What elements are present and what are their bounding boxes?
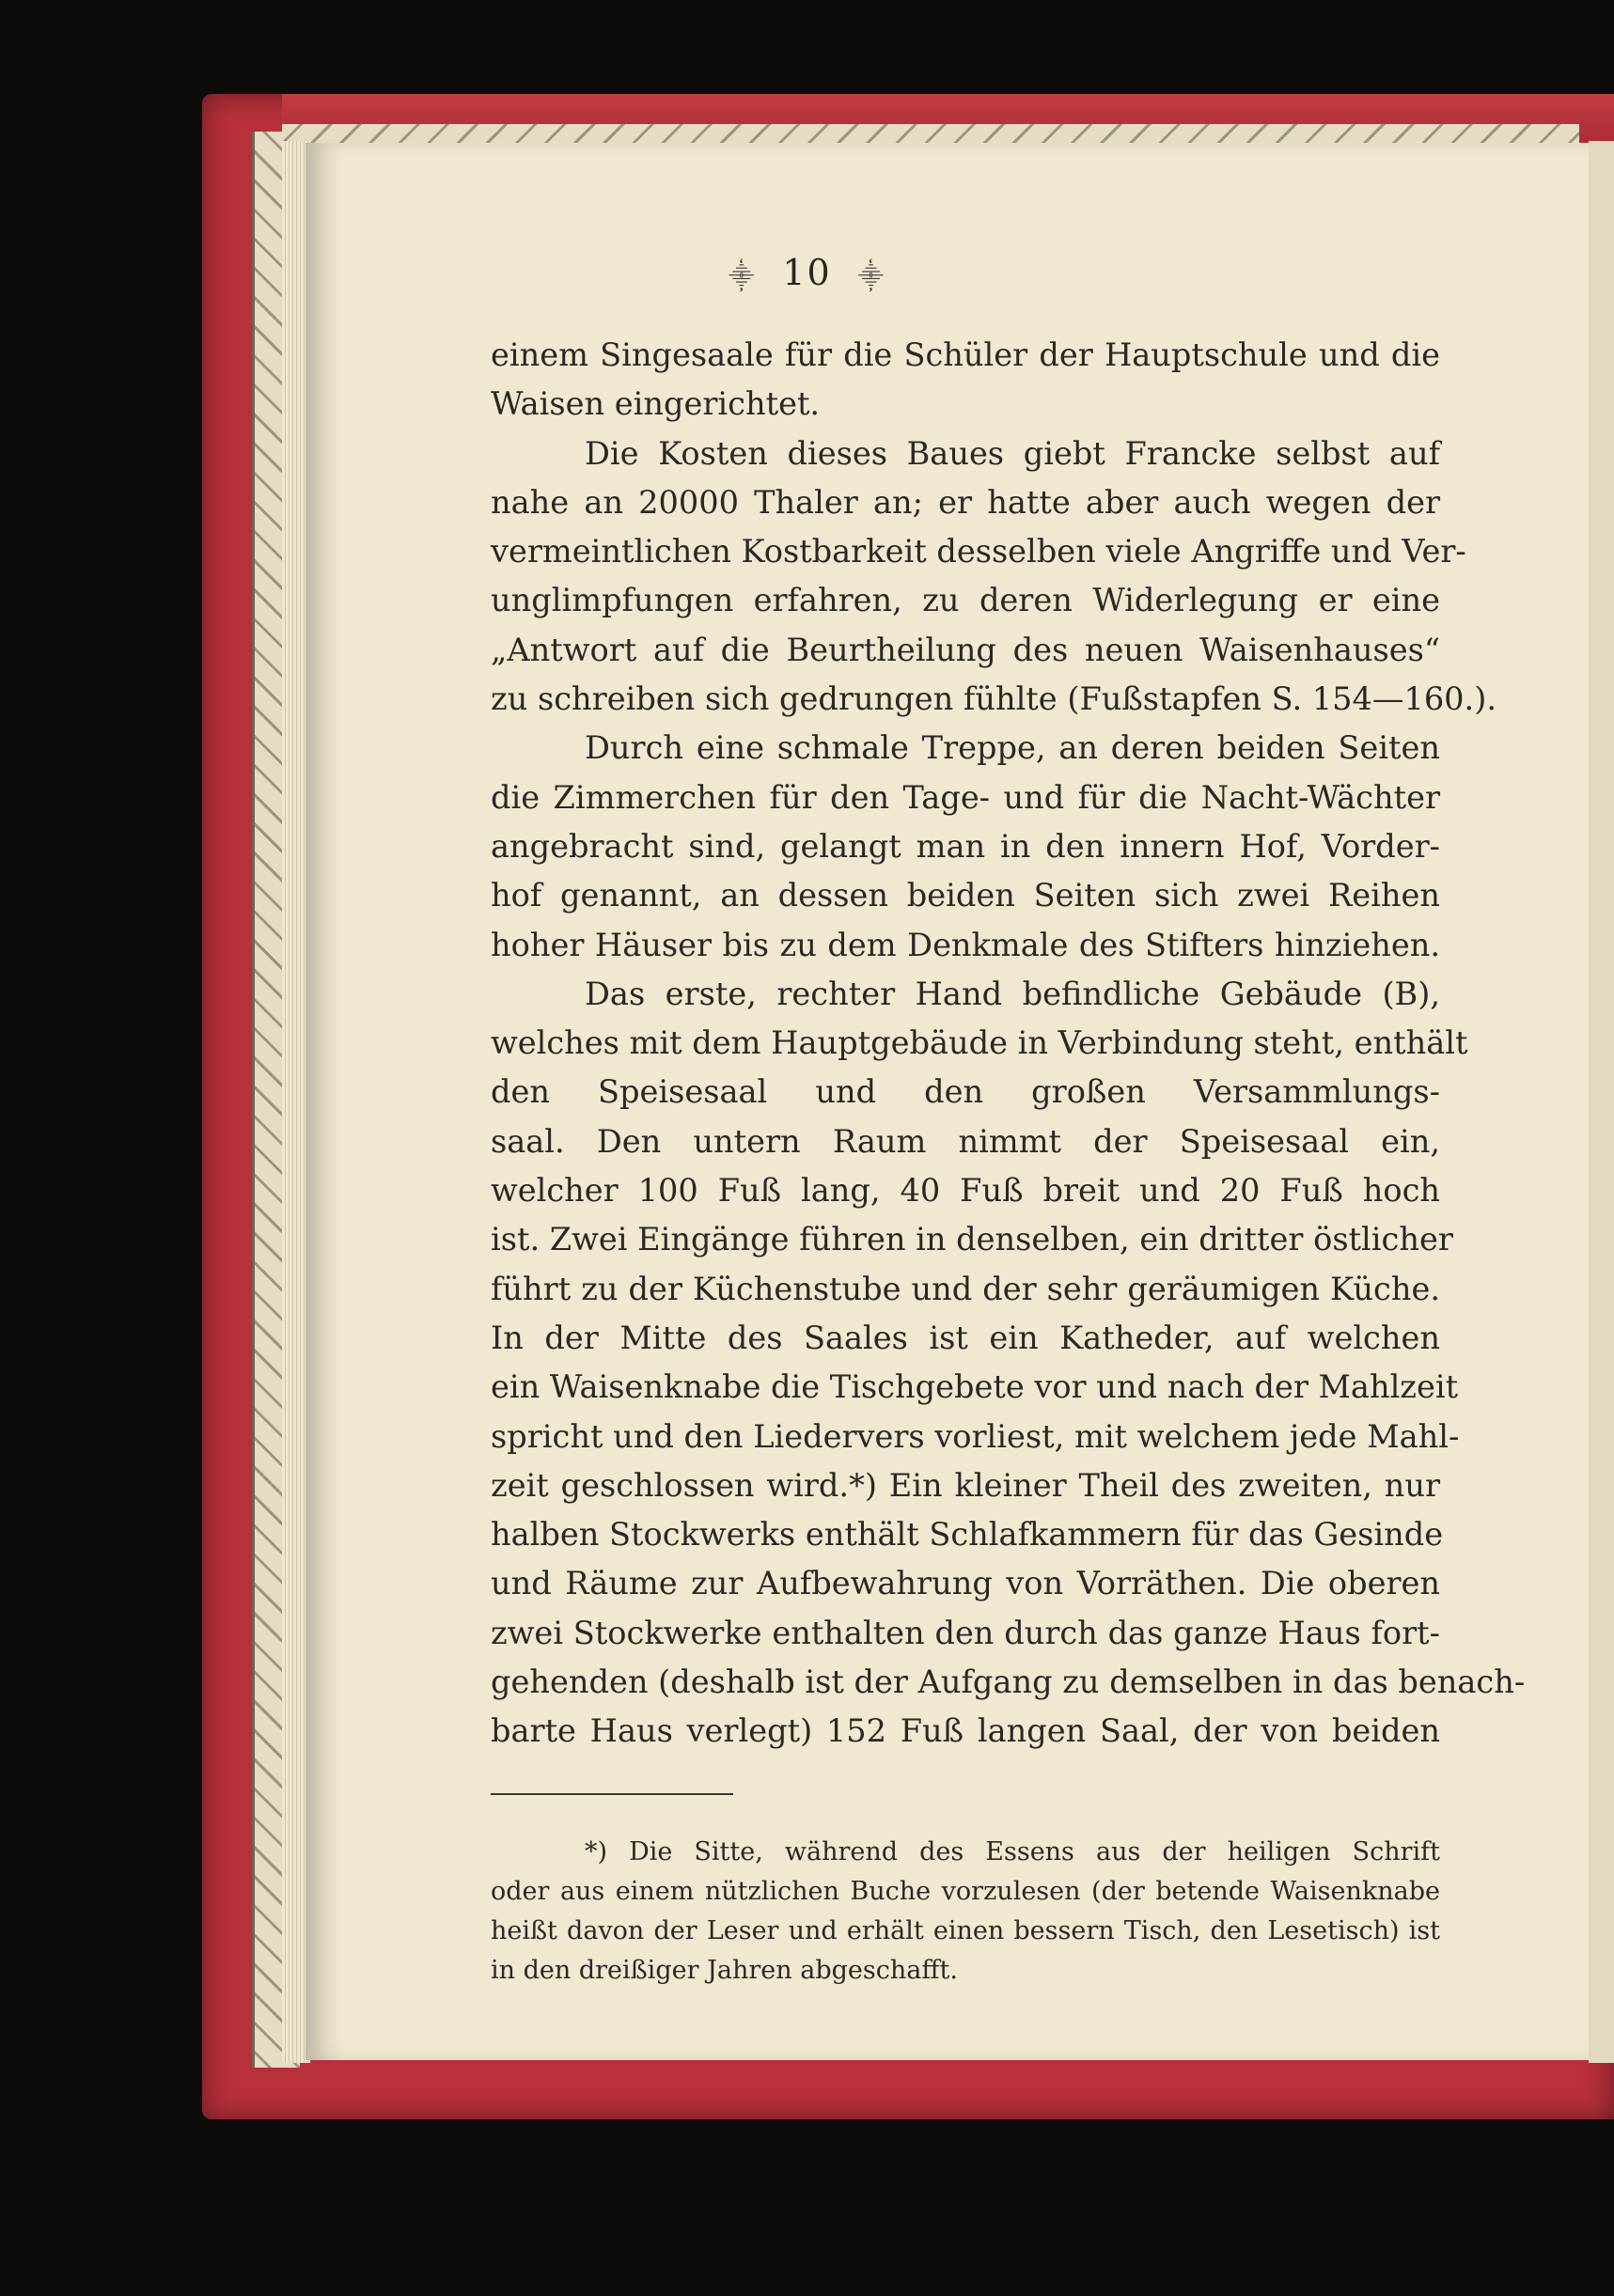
text-line: unglimpfungen erfahren, zu deren Widerlegung er eine [491,582,1440,619]
next-page-edge [1589,141,1614,2063]
text-line: spricht und den Liedervers vorliest, mit welchem jede Mahl- [491,1417,1460,1455]
text-line: die Zimmerchen für den Tage- und für die Nacht-Wächter [491,778,1440,816]
text-line: nahe an 20000 Thaler an; er hatte aber auch wegen der [491,483,1440,521]
text-line: Die Kosten dieses Baues giebt Francke selbst auf [585,434,1440,472]
footnote [491,1833,1440,1991]
text-line: welches mit dem Hauptgebäude in Verbindung steht, enthält [491,1024,1468,1062]
ornament-left-icon: ⸎ [729,263,757,291]
text-line: führt zu der Küchenstube und der sehr geräumigen Küche. [491,1270,1440,1307]
text-line: In der Mitte des Saales ist ein Katheder, auf welchen [491,1319,1440,1356]
text-line: welcher 100 Fuß lang, 40 Fuß breit und 20 Fuß hoch [491,1172,1440,1210]
text-line: Waisen eingerichtet. [491,385,821,423]
footnote-line: in den dreißiger Jahren abgeschafft. [491,1956,958,1985]
text-line: und Räume zur Aufbewahrung von Vorräthen. Die oberen [491,1565,1440,1602]
text-line: zwei Stockwerke enthalten den durch das ganze Haus fort- [491,1614,1440,1651]
footnote-line: heißt davon der Leser und erhält einen bessern Tisch, den Lesetisch) ist [491,1916,1440,1945]
text-line: Das erste, rechter Hand befindliche Gebäude (B), [585,975,1440,1012]
body-text [491,331,1526,1757]
text-line: barte Haus verlegt) 152 Fuß langen Saal, der von beiden [491,1712,1440,1750]
page-header [0,252,1614,293]
page-number: 10 [782,252,832,293]
text-line: vermeintlichen Kostbarkeit desselben viele Angriffe und Ver- [491,533,1466,570]
ornament-right-icon: ⸎ [857,263,885,291]
text-line: halben Stockwerks enthält Schlafkammern für das Gesinde [491,1516,1444,1554]
text-line: den Speisesaal und den großen Versammlungs- [491,1073,1440,1111]
text-line: angebracht sind, gelangt man in den innern Hof, Vorder- [491,827,1440,865]
text-line: ein Waisenknabe die Tischgebete vor und nach der Mahlzeit [491,1368,1459,1406]
footnote-line: oder aus einem nützlichen Buche vorzulesen (der betende Waisenknabe [491,1877,1440,1906]
text-line: einem Singesaale für die Schüler der Hauptschule und die [491,336,1440,373]
footnote-divider [491,1793,733,1795]
text-line: gehenden (deshalb ist der Aufgang zu demselben in das benach- [491,1663,1526,1701]
text-line: ist. Zwei Eingänge führen in denselben, ein dritter östlicher [491,1221,1453,1258]
gutter-shadow [306,143,343,2060]
text-line: Durch eine schmale Treppe, an deren beiden Seiten [585,729,1440,767]
text-line: hof genannt, an dessen beiden Seiten sich zwei Reihen [491,877,1440,914]
footnote-line: *) Die Sitte, während des Essens aus der heiligen Schrift [585,1837,1440,1866]
text-line: hoher Häuser bis zu dem Denkmale des Stifters hinziehen. [491,926,1440,963]
text-line: zeit geschlossen wird.*) Ein kleiner Theil des zweiten, nur [491,1466,1440,1504]
text-line: „Antwort auf die Beurtheilung des neuen Waisenhauses“ [491,631,1440,668]
text-line: zu schreiben sich gedrungen fühlte (Fußstapfen S. 154—160.). [491,680,1496,718]
text-line: saal. Den untern Raum nimmt der Speisesaal ein, [491,1122,1440,1160]
